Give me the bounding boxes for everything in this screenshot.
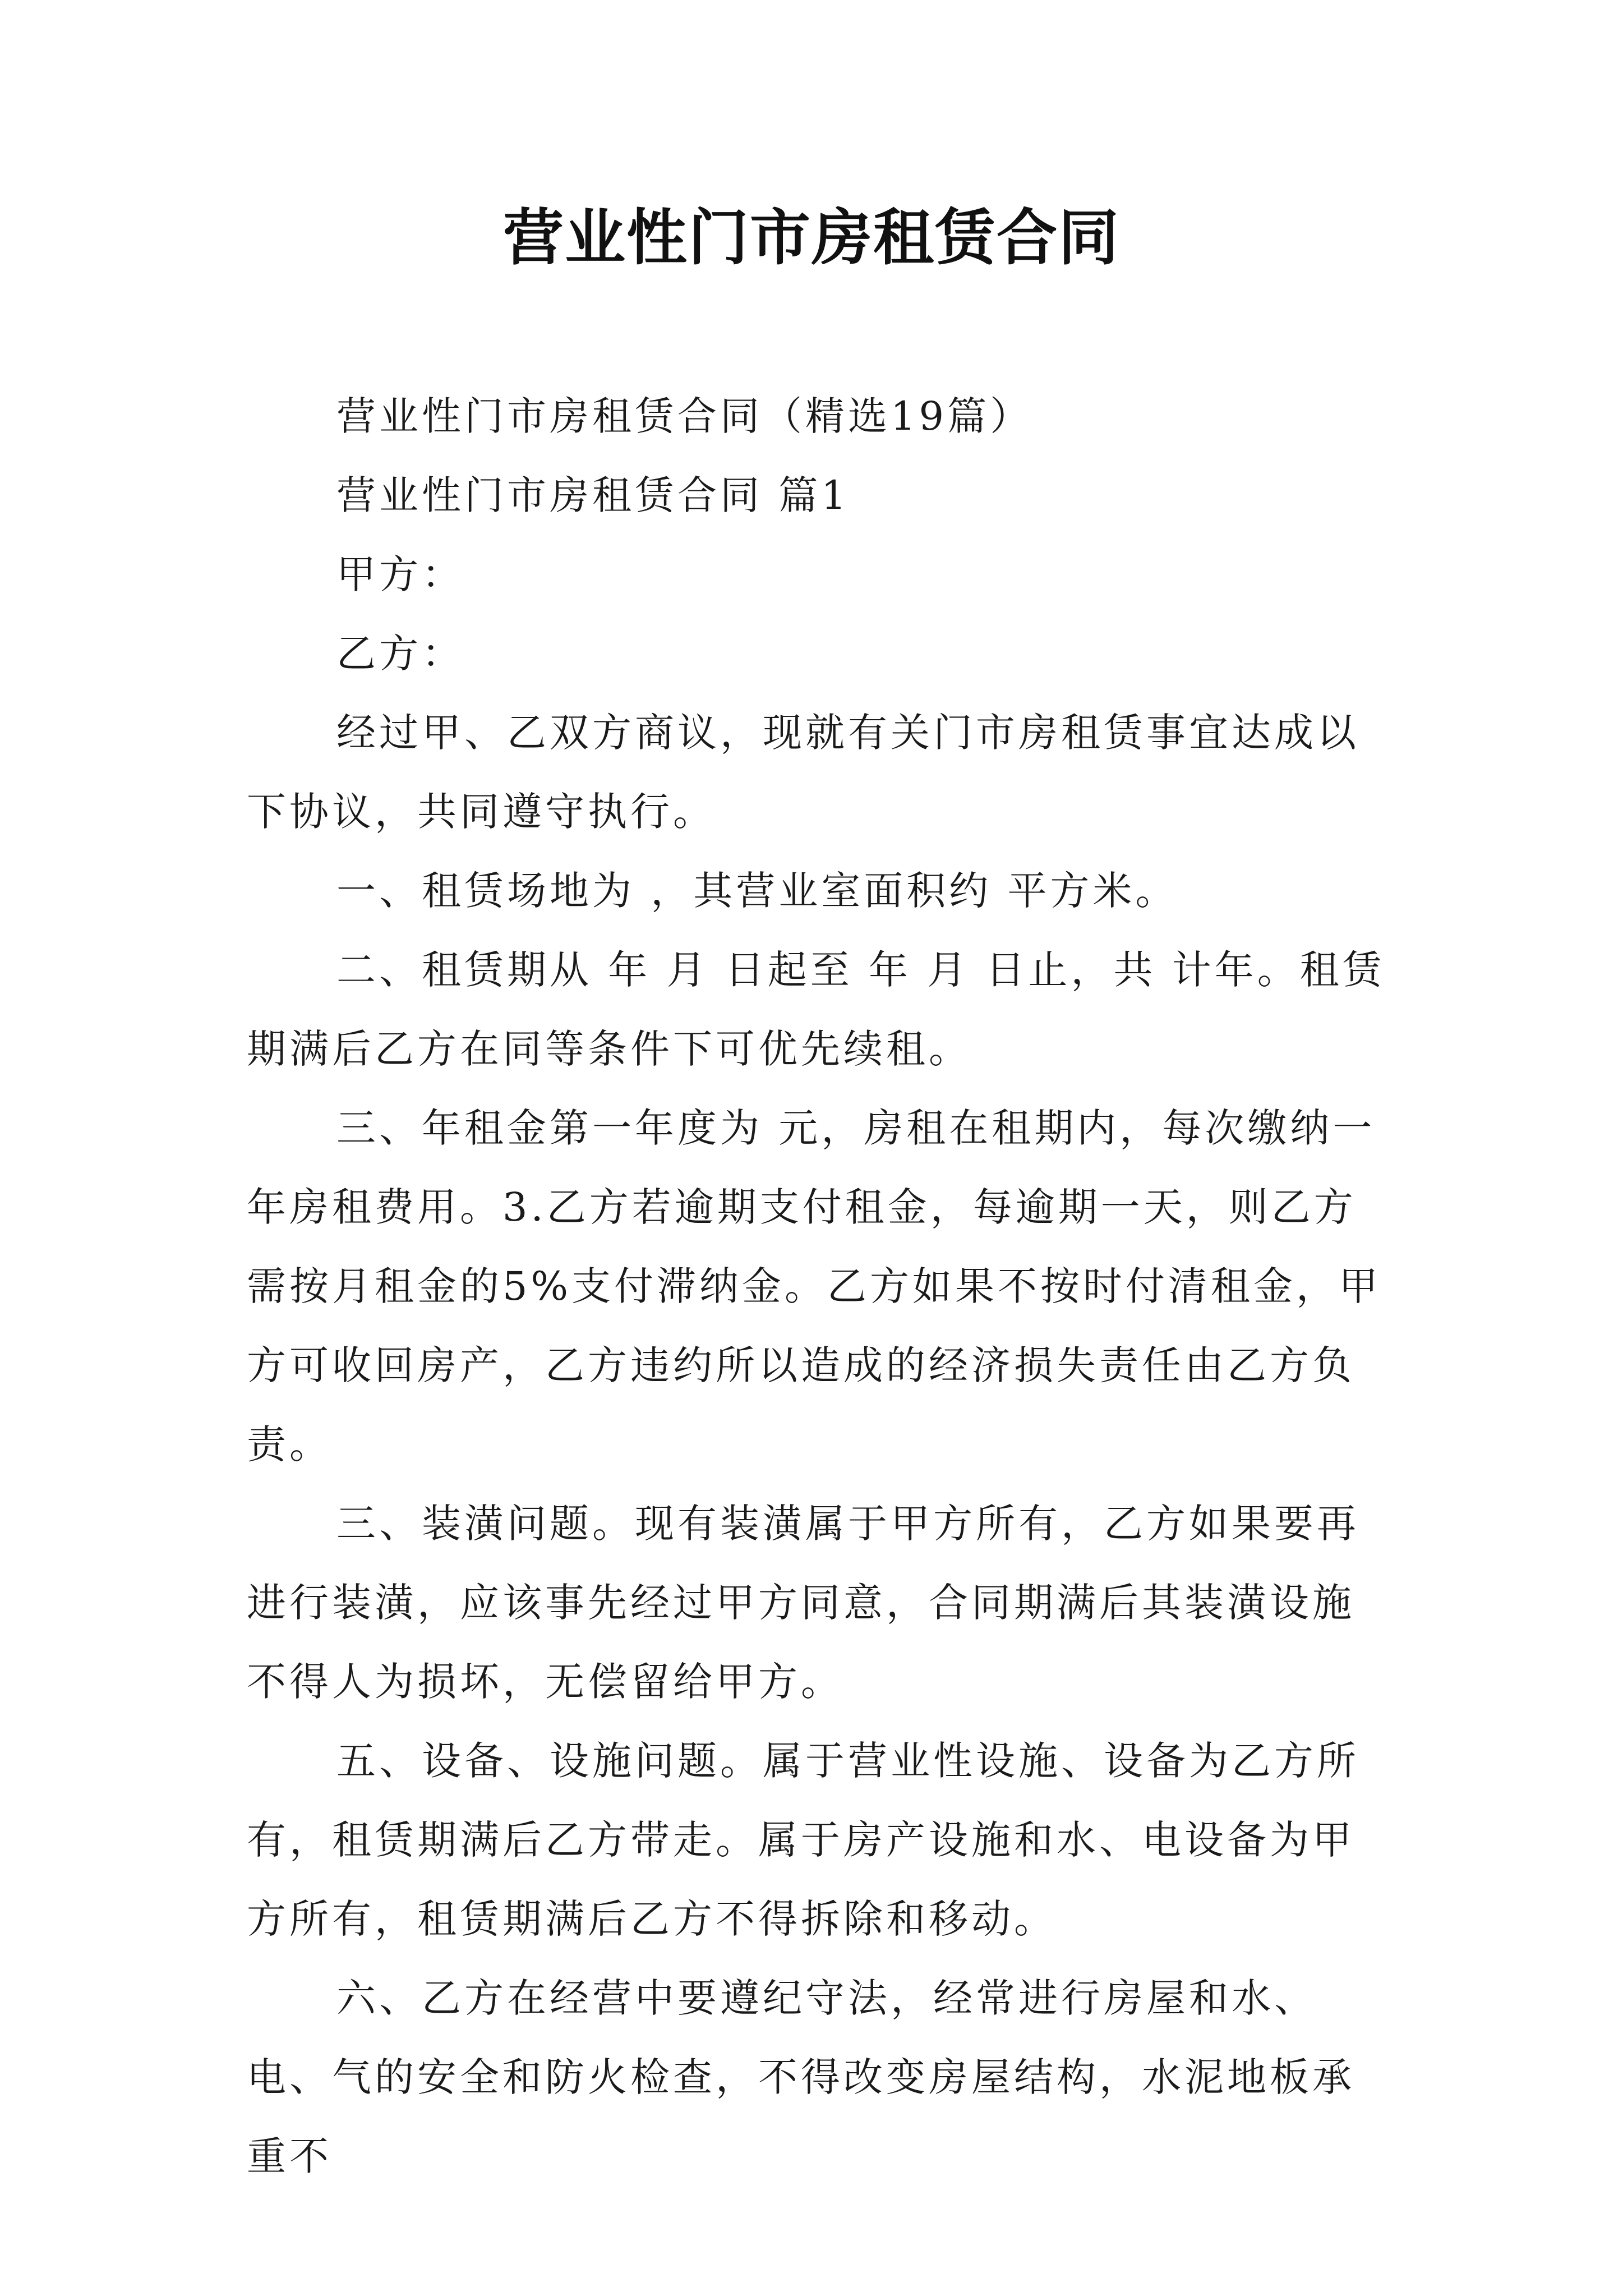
document-body <box>247 377 1391 2196</box>
paragraph-clause-3: 三、年租金第一年度为 元，房租在租期内，每次缴纳一年房租费用。3.乙方若逾期支付租金，每逾期一天，则乙方需按月租金的5%支付滞纳金。乙方如果不按时付清租金，甲方可收回房产，乙方违约所以造成的经济损失责任由乙方负责。 <box>247 1105 1382 1467</box>
paragraph-clause-6: 六、乙方在经营中要遵纪守法，经常进行房屋和水、电、气的安全和防火检查，不得改变房屋结构，水泥地板承重不 <box>247 1975 1355 2179</box>
paragraph-clause-1: 一、租赁场地为 ，其营业室面积约 平方米。 <box>336 868 1178 914</box>
paragraph-preamble: 经过甲、乙双方商议，现就有关门市房租赁事宜达成以下协议，共同遵守执行。 <box>247 710 1359 835</box>
paragraph-section-heading: 营业性门市房租赁合同 篇1 <box>336 472 850 518</box>
document-title: 营业性门市房租赁合同 <box>502 203 1120 273</box>
paragraph-subtitle: 营业性门市房租赁合同（精选19篇） <box>336 393 1033 439</box>
paragraph-clause-2: 二、租赁期从 年 月 日起至 年 月 日止，共 计年。租赁期满后乙方在同等条件下可优先续租。 <box>247 947 1385 1072</box>
paragraph-party-a: 甲方： <box>336 551 464 597</box>
paragraph-clause-5: 五、设备、设施问题。属于营业性设施、设备为乙方所有，租赁期满后乙方带走。属于房产设施和水、电设备为甲方所有，租赁期满后乙方不得拆除和移动。 <box>247 1738 1359 1942</box>
paragraph-party-b: 乙方： <box>336 631 464 677</box>
paragraph-clause-decoration: 三、装潢问题。现有装潢属于甲方所有，乙方如果要再进行装潢，应该事先经过甲方同意，合同期满后其装潢设施不得人为损坏，无偿留给甲方。 <box>247 1501 1359 1705</box>
